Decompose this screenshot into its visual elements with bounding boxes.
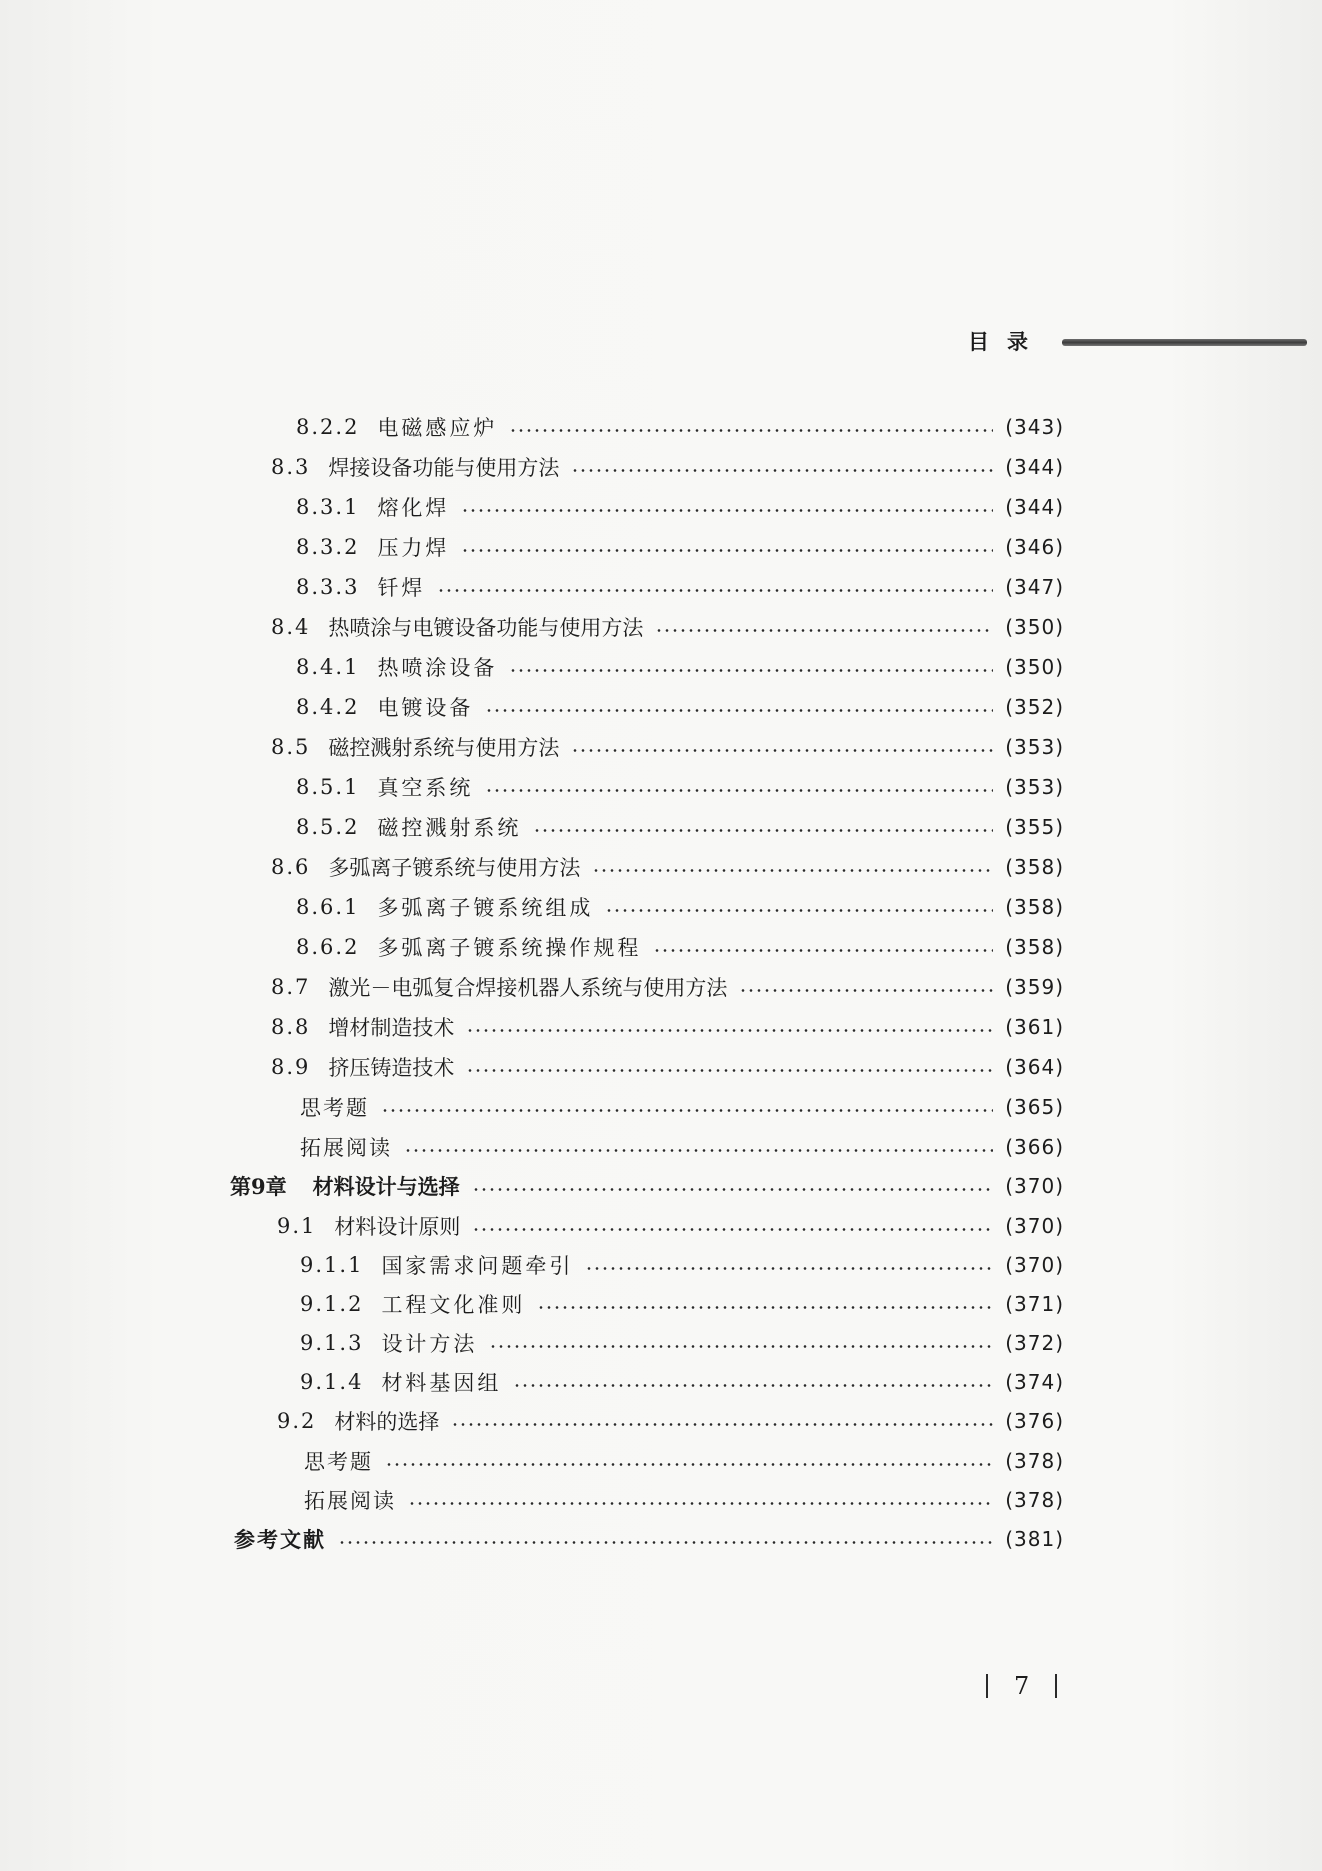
leader-dots [408, 1502, 993, 1505]
toc-entry [271, 1050, 1064, 1084]
toc-entry-page: (365) [1005, 1095, 1064, 1119]
leader-dots [489, 1345, 993, 1348]
toc-entry-number: 8.3.3 [296, 575, 360, 599]
leader-dots [537, 1306, 993, 1309]
toc-entry-page: (381) [1005, 1527, 1064, 1551]
toc-entry-title: 材料设计与选择 [312, 1174, 460, 1199]
leader-dots [571, 749, 993, 752]
toc-entry [271, 1010, 1064, 1044]
leader-dots [585, 1267, 993, 1270]
toc-entry-number: 8.3.2 [296, 535, 360, 559]
toc-entry-number: 8.3.1 [296, 495, 360, 519]
toc-entry-title: 拓展阅读 [300, 1136, 392, 1160]
toc-entry-title: 拓展阅读 [304, 1489, 396, 1513]
leader-dots [605, 909, 993, 912]
toc-entry [271, 610, 1064, 644]
leader-dots [338, 1541, 993, 1544]
leader-dots [472, 1188, 994, 1191]
toc-entry [296, 770, 1064, 804]
toc-entry-page: (358) [1005, 935, 1064, 959]
toc-entry-page: (347) [1005, 575, 1064, 599]
toc-entry-number: 8.6 [271, 855, 311, 879]
toc-entry-number: 8.4 [271, 615, 311, 639]
toc-entry-title: 思考题 [304, 1450, 373, 1474]
toc-entry-page: (359) [1005, 975, 1064, 999]
toc-entry-page: (346) [1005, 535, 1064, 559]
toc-entry-title: 国家需求问题牵引 [381, 1254, 574, 1278]
toc-entry-page: (353) [1005, 735, 1064, 759]
toc-entry [296, 690, 1064, 724]
toc-entry-page: (344) [1005, 455, 1064, 479]
leader-dots [461, 509, 993, 512]
toc-entry-page: (358) [1005, 895, 1064, 919]
toc-entry [300, 1130, 1064, 1164]
toc-entry-title: 材料基因组 [381, 1371, 502, 1395]
toc-entry-page: (370) [1005, 1214, 1064, 1238]
toc-entry-page: (370) [1005, 1174, 1064, 1198]
toc-entry [304, 1444, 1064, 1478]
leader-dots [461, 549, 993, 552]
toc-entry [296, 650, 1064, 684]
toc-entry-title: 磁控溅射系统 [377, 816, 522, 840]
leader-dots [509, 669, 993, 672]
toc-entry-page: (350) [1005, 655, 1064, 679]
toc-entry-title: 热喷涂与电镀设备功能与使用方法 [328, 616, 644, 640]
folio-right-bar [1055, 1674, 1057, 1698]
toc-entry-title: 工程文化准则 [381, 1293, 526, 1317]
toc-entry-title: 熔化焊 [377, 496, 450, 520]
toc-entry-title: 磁控溅射系统与使用方法 [328, 736, 560, 760]
toc-entry [234, 1522, 1064, 1556]
toc-entry-number: 8.4.2 [296, 695, 360, 719]
toc-entry-number: 8.5 [271, 735, 311, 759]
toc-entry-page: (378) [1005, 1449, 1064, 1473]
toc-entry [300, 1326, 1064, 1360]
toc-entry [296, 890, 1064, 924]
toc-entry-page: (378) [1005, 1488, 1064, 1512]
toc-entry [300, 1287, 1064, 1321]
toc-entry-title: 激光－电弧复合焊接机器人系统与使用方法 [328, 976, 728, 1000]
leader-dots [533, 829, 993, 832]
toc-entry-number: 9.1.3 [300, 1331, 364, 1355]
folio-left-bar [986, 1674, 988, 1698]
toc-entry-title: 增材制造技术 [328, 1016, 455, 1040]
toc-entry-number: 8.3 [271, 455, 311, 479]
toc-entry-page: (343) [1005, 415, 1064, 439]
toc-entry-page: (374) [1005, 1370, 1064, 1394]
toc-entry [300, 1090, 1064, 1124]
toc-entry-page: (353) [1005, 775, 1064, 799]
leader-dots [385, 1463, 993, 1466]
leader-dots [466, 1069, 993, 1072]
toc-entry-number: 8.6.1 [296, 895, 360, 919]
toc-entry [296, 410, 1064, 444]
toc-entry [304, 1483, 1064, 1517]
toc-entry [296, 570, 1064, 604]
toc-entry-page: (372) [1005, 1331, 1064, 1355]
leader-dots [404, 1149, 993, 1152]
leader-dots [513, 1384, 993, 1387]
toc-entry-title: 材料设计原则 [334, 1215, 461, 1239]
toc-entry-title: 压力焊 [377, 536, 450, 560]
toc-entry-number: 9.1.2 [300, 1292, 364, 1316]
toc-entry [296, 930, 1064, 964]
toc-entry-page: (344) [1005, 495, 1064, 519]
page-number-folio [986, 1672, 1057, 1700]
toc-entry-number: 8.2.2 [296, 415, 360, 439]
toc-entry-number: 9.1 [277, 1214, 317, 1238]
toc-entry-title: 钎焊 [377, 576, 426, 600]
toc-entry-page: (361) [1005, 1015, 1064, 1039]
toc-entry-page: (352) [1005, 695, 1064, 719]
leader-dots [485, 789, 993, 792]
toc-entry-number: 8.6.2 [296, 935, 360, 959]
leader-dots [437, 589, 993, 592]
toc-entry-number: 8.4.1 [296, 655, 360, 679]
toc-entry-title: 参考文献 [234, 1527, 326, 1552]
toc-entry-page: (364) [1005, 1055, 1064, 1079]
leader-dots [472, 1228, 993, 1231]
toc-entry-number: 8.5.2 [296, 815, 360, 839]
toc-entry-page: (376) [1005, 1409, 1064, 1433]
leader-dots [739, 989, 993, 992]
toc-entry-title: 挤压铸造技术 [328, 1056, 455, 1080]
toc-entry [296, 490, 1064, 524]
toc-entry-page: (366) [1005, 1135, 1064, 1159]
leader-dots [466, 1029, 993, 1032]
toc-entry-number: 第9章 [230, 1174, 287, 1199]
leader-dots [655, 629, 993, 632]
toc-entry-number: 9.1.1 [300, 1253, 364, 1277]
toc-entry [296, 810, 1064, 844]
leader-dots [571, 469, 993, 472]
toc-entry [296, 530, 1064, 564]
toc-entry-title: 多弧离子镀系统操作规程 [377, 936, 642, 960]
toc-entry-title: 电镀设备 [377, 696, 474, 720]
toc-entry-number: 9.1.4 [300, 1370, 364, 1394]
leader-dots [592, 869, 993, 872]
toc-entry-title: 多弧离子镀系统与使用方法 [328, 856, 581, 880]
toc-entry [277, 1209, 1064, 1243]
leader-dots [485, 709, 993, 712]
toc-entry-page: (370) [1005, 1253, 1064, 1277]
leader-dots [509, 429, 993, 432]
toc-entry-title: 思考题 [300, 1096, 369, 1120]
toc-entry-page: (371) [1005, 1292, 1064, 1316]
toc-entry-title: 真空系统 [377, 776, 474, 800]
page-number: 7 [1014, 1672, 1030, 1700]
toc-entry [271, 850, 1064, 884]
leader-dots [451, 1423, 993, 1426]
toc-entry-number: 8.5.1 [296, 775, 360, 799]
toc-entry-page: (350) [1005, 615, 1064, 639]
toc-entry-number: 8.9 [271, 1055, 311, 1079]
toc-entry-title: 多弧离子镀系统组成 [377, 896, 594, 920]
toc-chapter-entry [230, 1169, 1064, 1203]
toc-entry-number: 8.8 [271, 1015, 311, 1039]
toc-entry [271, 450, 1064, 484]
toc-entry [277, 1404, 1064, 1438]
toc-entry-title: 电磁感应炉 [377, 416, 498, 440]
toc-entry-page: (358) [1005, 855, 1064, 879]
toc-entry-title: 材料的选择 [334, 1410, 440, 1434]
toc-entry [300, 1365, 1064, 1399]
toc-entry [300, 1248, 1064, 1282]
leader-dots [381, 1109, 993, 1112]
toc-entry-number: 9.2 [277, 1409, 317, 1433]
toc-entry [271, 970, 1064, 1004]
running-header-title: 目录 [968, 330, 1046, 354]
toc-entry [271, 730, 1064, 764]
toc-entry-title: 焊接设备功能与使用方法 [328, 456, 560, 480]
leader-dots [653, 949, 993, 952]
toc-entry-title: 设计方法 [381, 1332, 478, 1356]
toc-entry-title: 热喷涂设备 [377, 656, 498, 680]
toc-entry-page: (355) [1005, 815, 1064, 839]
toc-entry-number: 8.7 [271, 975, 311, 999]
